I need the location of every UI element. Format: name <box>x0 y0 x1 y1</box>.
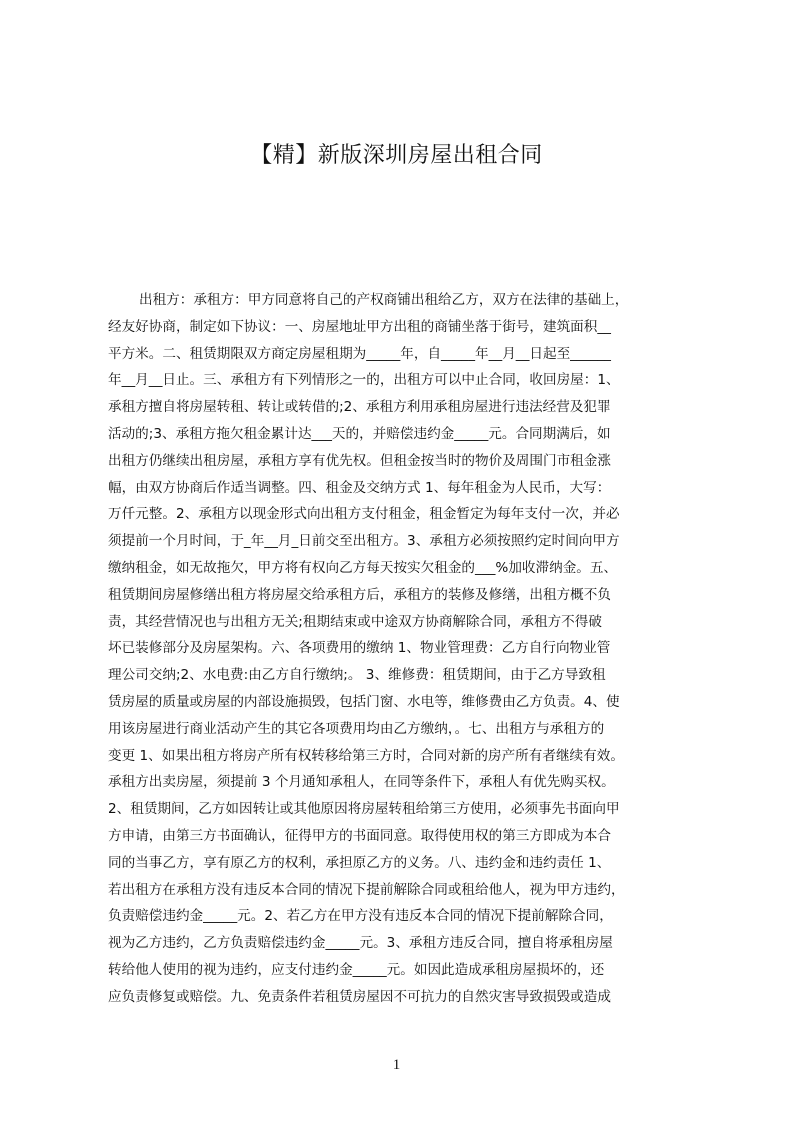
contract-text-line: 变更 1、如果出租方将房产所有权转移给第三方时，合同对新的房产所有者继续有效。 <box>108 747 624 764</box>
contract-text-line: 出租方仍继续出租房屋，承租方享有优先权。但租金按当时的物价及周围门市租金涨 <box>108 452 611 469</box>
contract-text-line: 承租方出卖房屋，须提前 3 个月通知承租人，在同等条件下，承租人有优先购买权。 <box>108 774 615 791</box>
contract-text-line: 平方米。二、租赁期限双方商定房屋租期为_____年，自_____年__月__日起至______ <box>108 345 611 362</box>
contract-text-line: 责，其经营情况也与出租方无关;租期结束或中途双方协商解除合同，承租方不得破 <box>108 613 602 630</box>
contract-text-line: 缴纳租金，如无故拖欠，甲方将有权向乙方每天按实欠租金的___%加收滞纳金。五、 <box>108 559 618 576</box>
contract-text-line: 方申请，由第三方书面确认，征得甲方的书面同意。取得使用权的第三方即成为本合 <box>108 827 611 844</box>
contract-text-line: 活动的;3、承租方拖欠租金累计达___天的，并赔偿违约金_____元。合同期满后，如 <box>108 425 611 442</box>
document-title: 【精】新版深圳房屋出租合同 <box>250 143 543 168</box>
contract-text-line: 若出租方在承租方没有违反本合同的情况下提前解除合同或租给他人，视为甲方违约， <box>108 881 625 898</box>
page-number: 1 <box>392 1057 401 1073</box>
contract-text-line: 转给他人使用的视为违约，应支付违约金_____元。如因此造成承租房屋损坏的，还 <box>108 961 605 978</box>
contract-text-line: 承租方擅自将房屋转租、转让或转借的;2、承租方利用承租房屋进行违法经营及犯罪 <box>108 399 611 416</box>
contract-text-line: 赁房屋的质量或房屋的内部设施损毁，包括门窗、水电等，维修费由乙方负责。4、使 <box>108 693 620 710</box>
contract-text-line: 2、租赁期间，乙方如因转让或其他原因将房屋转租给第三方使用，必须事先书面向甲 <box>108 801 620 818</box>
contract-body <box>108 287 698 1011</box>
contract-text-line: 万仟元整。2、承租方以现金形式向出租方支付租金，租金暂定为每年支付一次，并必 <box>108 506 620 523</box>
contract-text-line: 同的当事乙方，享有原乙方的权利，承担原乙方的义务。八、违约金和违约责任 1、 <box>108 854 611 871</box>
contract-text-line: 视为乙方违约，乙方负责赔偿违约金_____元。3、承租方违反合同，擅自将承租房屋 <box>108 935 613 952</box>
contract-text-line: 负责赔偿违约金_____元。2、若乙方在甲方没有违反本合同的情况下提前解除合同， <box>108 908 613 925</box>
contract-text-line: 出租方：承租方：甲方同意将自己的产权商铺出租给乙方，双方在法律的基础上， <box>139 292 629 308</box>
contract-text-line: 理公司交纳;2、水电费:由乙方自行缴纳;。 3、维修费：租赁期间，由于乙方导致租 <box>108 667 606 684</box>
contract-text-line: 经友好协商，制定如下协议：一、房屋地址甲方出租的商铺坐落于街号，建筑面积__ <box>108 318 611 335</box>
contract-text-line: 租赁期间房屋修缮出租方将房屋交给承租方后，承租方的装修及修缮，出租方概不负 <box>108 586 611 603</box>
contract-text-line: 应负责修复或赔偿。九、免责条件若租赁房屋因不可抗力的自然灾害导致损毁或造成 <box>108 988 611 1005</box>
contract-text-line: 坏已装修部分及房屋架构。六、各项费用的缴纳 1、物业管理费：乙方自行向物业管 <box>108 640 611 657</box>
contract-text-line: 须提前一个月时间，于_年__月_日前交至出租方。3、承租方必须按照约定时间向甲方 <box>108 533 620 550</box>
contract-text-line: 用该房屋进行商业活动产生的其它各项费用均由乙方缴纳，。七、出租方与承租方的 <box>108 720 605 737</box>
contract-text-line: 幅，由双方协商后作适当调整。四、租金及交纳方式 1、每年租金为人民币，大写： <box>108 479 611 496</box>
contract-text-line: 年__月__日止。三、承租方有下列情形之一的，出租方可以中止合同，收回房屋：1、 <box>108 372 620 389</box>
